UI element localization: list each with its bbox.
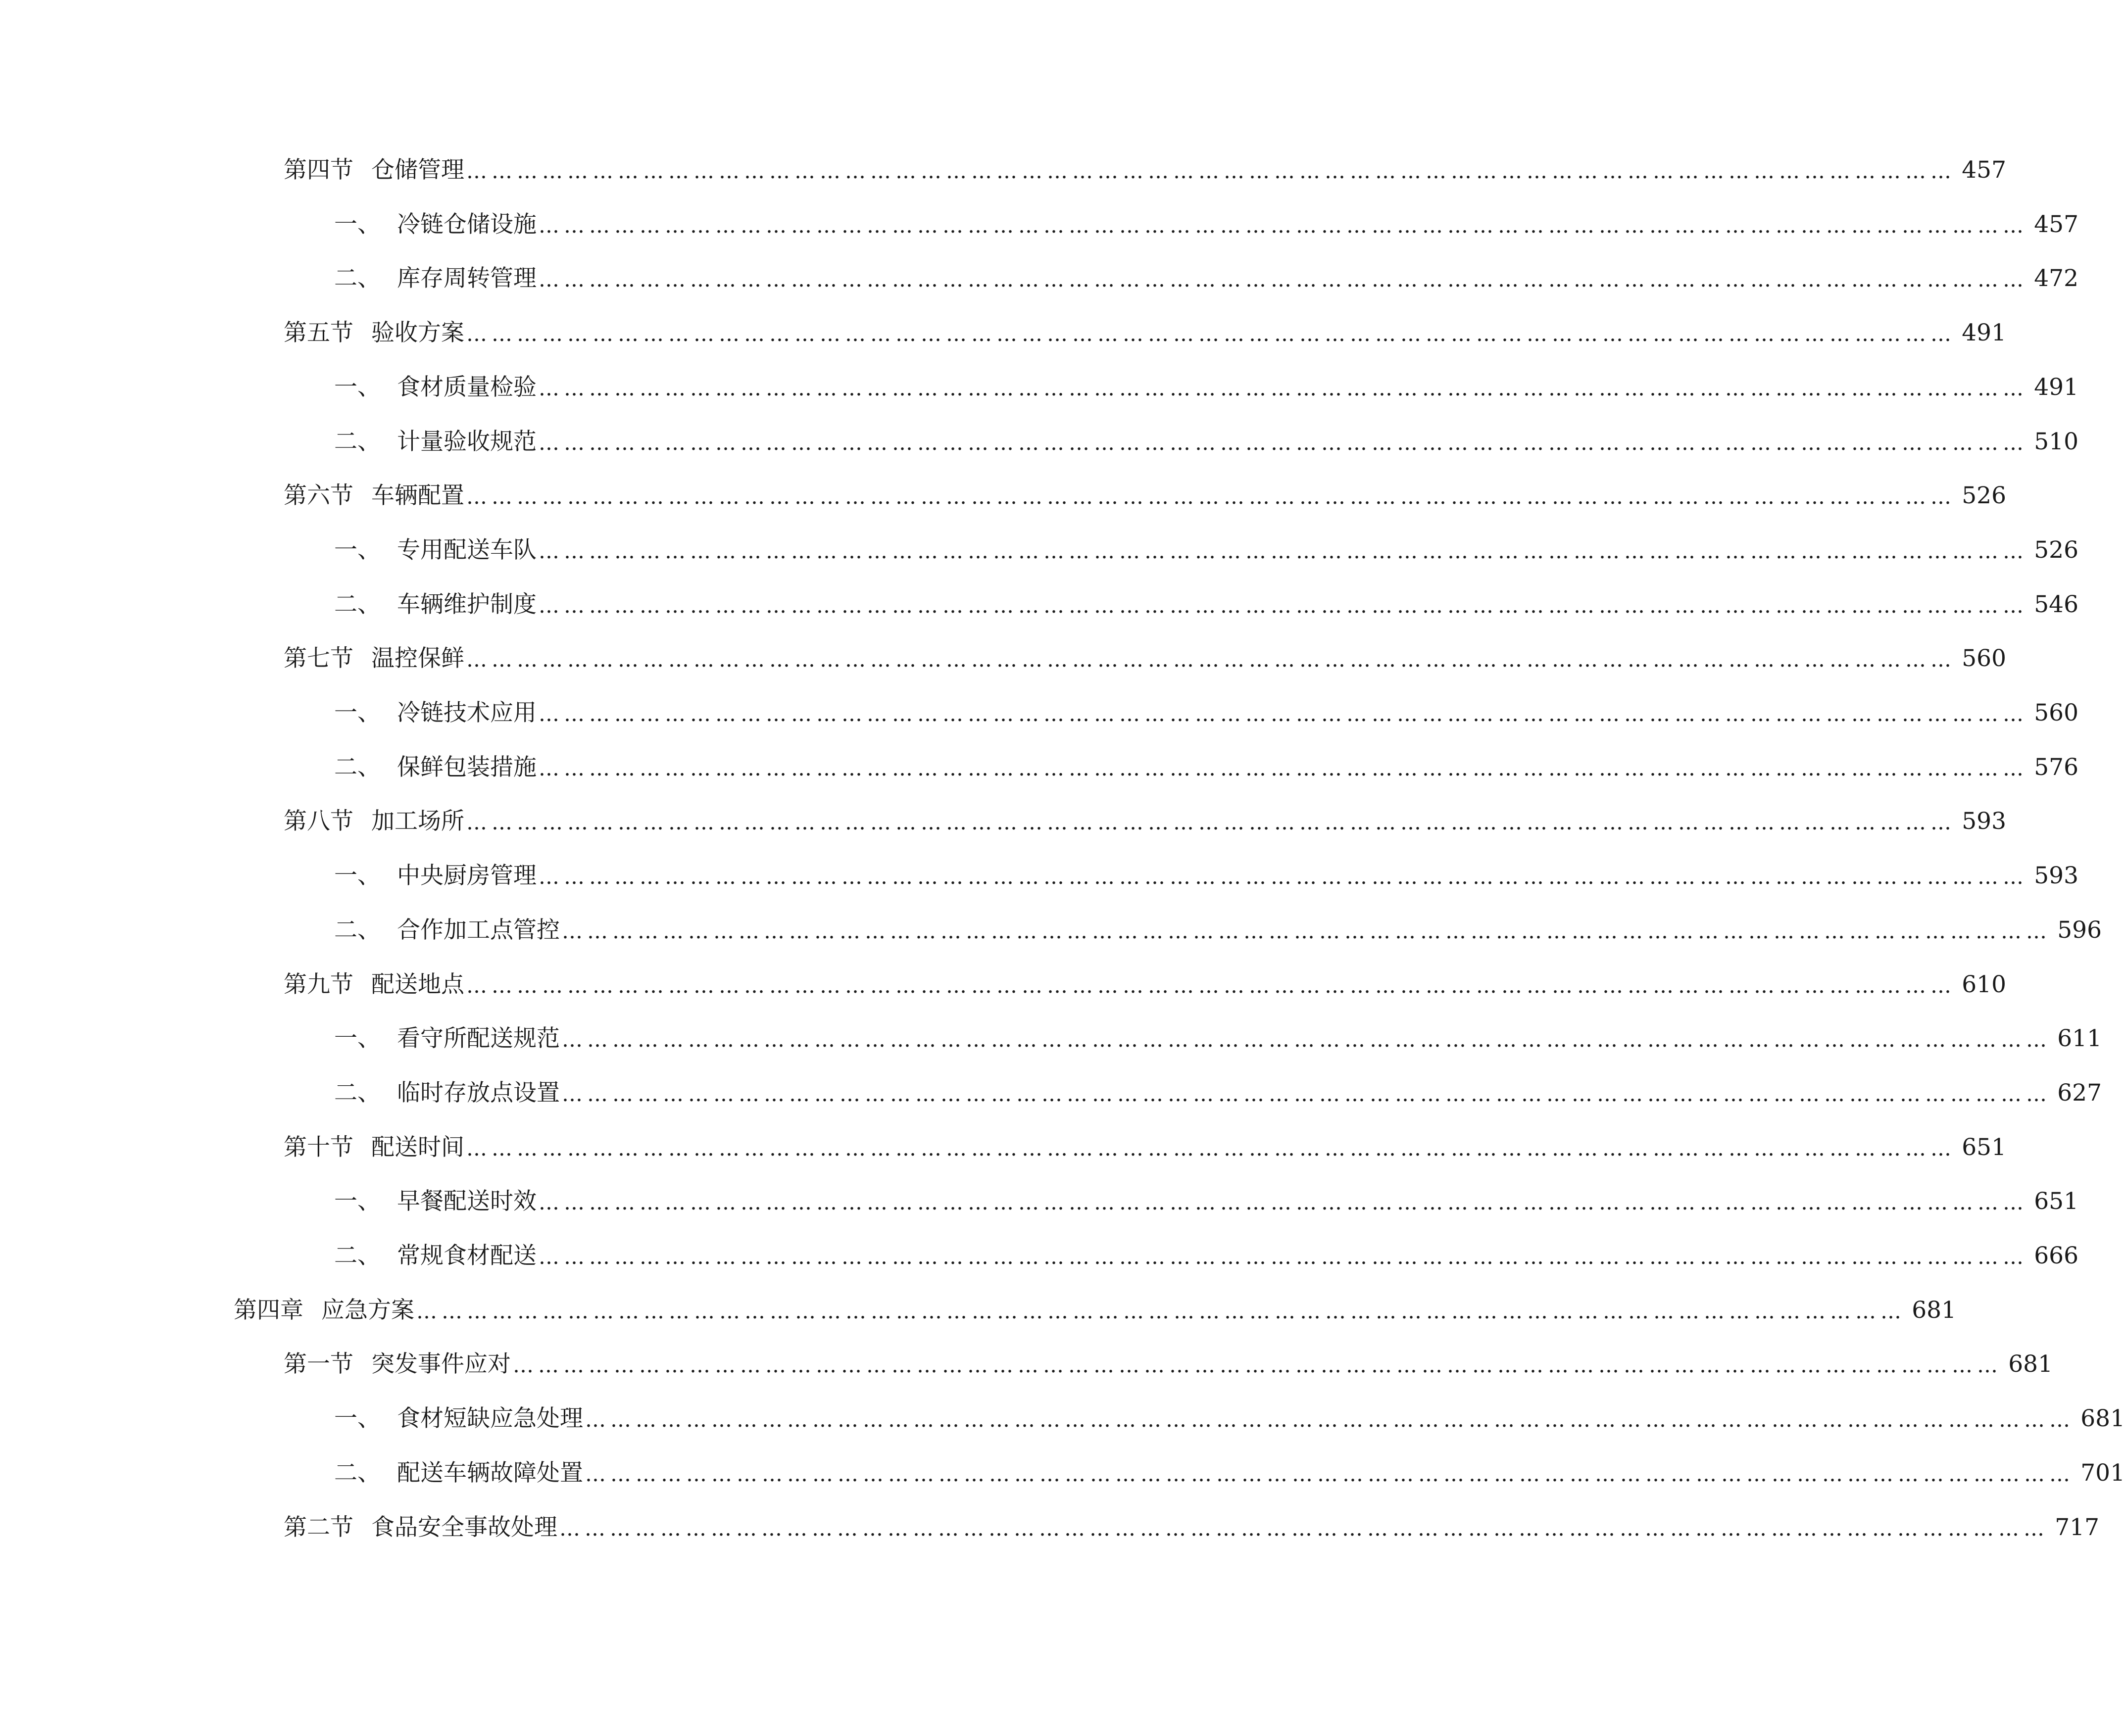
toc-entry-title: 应急方案 — [321, 1297, 414, 1324]
toc-entry-number: 第十节 — [284, 1134, 353, 1161]
toc-page-number: 457 — [2034, 211, 2078, 238]
toc-dot-leader: …………………………………………………………………………………………………………………………………………………………… — [466, 159, 1956, 183]
toc-entry[interactable] — [334, 421, 2078, 463]
toc-dot-leader: …………………………………………………………………………………………………………………………………………………………… — [539, 702, 2028, 726]
toc-page-number: 611 — [2057, 1025, 2102, 1052]
toc-entry-number: 一、 — [334, 536, 381, 564]
toc-page-number: 651 — [2034, 1188, 2078, 1215]
toc-entry-number: 二、 — [334, 1242, 381, 1269]
toc-dot-leader: …………………………………………………………………………………………………………………………………………………………… — [539, 431, 2028, 455]
toc-entry[interactable] — [334, 692, 2078, 734]
toc-page-number: 651 — [1962, 1134, 2006, 1161]
toc-entry-number: 一、 — [334, 1405, 381, 1432]
toc-entry-number: 一、 — [334, 1188, 381, 1215]
toc-page-number: 681 — [2080, 1405, 2125, 1432]
toc-page-number: 491 — [1962, 319, 2006, 346]
toc-entry-title: 仓储管理 — [371, 156, 464, 184]
toc-dot-leader: …………………………………………………………………………………………………………………………………………………………… — [466, 322, 1956, 346]
toc-entry[interactable] — [284, 149, 2006, 191]
toc-entry-title: 食材短缺应急处理 — [397, 1405, 583, 1432]
toc-entry[interactable] — [334, 747, 2078, 788]
toc-page-number: 681 — [2008, 1350, 2053, 1378]
toc-page-number: 593 — [1962, 808, 2006, 835]
toc-entry[interactable] — [284, 1127, 2006, 1168]
toc-dot-leader: …………………………………………………………………………………………………………………………………………………………… — [559, 1516, 2049, 1541]
toc-entry[interactable] — [334, 1181, 2078, 1222]
toc-entry-title: 临时存放点设置 — [397, 1079, 560, 1107]
toc-dot-leader: …………………………………………………………………………………………………………………………………………………………… — [539, 865, 2028, 889]
toc-page-number: 560 — [1962, 645, 2006, 672]
toc-dot-leader: …………………………………………………………………………………………………………………………………………………………… — [539, 1245, 2028, 1269]
toc-entry-number: 一、 — [334, 374, 381, 401]
toc-entry-title: 配送时间 — [371, 1134, 464, 1161]
toc-entry-number: 二、 — [334, 754, 381, 781]
toc-entry-number: 第六节 — [284, 482, 353, 509]
toc-entry-title: 突发事件应对 — [371, 1350, 511, 1378]
toc-page-number: 627 — [2057, 1079, 2102, 1107]
toc-page-number: 510 — [2034, 428, 2078, 455]
toc-entry[interactable] — [334, 584, 2078, 626]
toc-entry-title: 车辆维护制度 — [397, 591, 537, 618]
toc-page-number: 457 — [1962, 156, 2006, 184]
toc-entry-title: 温控保鲜 — [371, 645, 464, 672]
toc-entry-number: 第二节 — [284, 1514, 353, 1541]
toc-dot-leader: …………………………………………………………………………………………………………………………………………………………… — [539, 756, 2028, 780]
toc-dot-leader: …………………………………………………………………………………………………………………………………………………………… — [513, 1353, 2002, 1377]
toc-dot-leader: …………………………………………………………………………………………………………………………………………………………… — [539, 1190, 2028, 1214]
toc-entry-number: 二、 — [334, 265, 381, 292]
toc-dot-leader: …………………………………………………………………………………………………………………………………………………………… — [466, 810, 1956, 834]
toc-entry[interactable] — [334, 1235, 2078, 1277]
toc-entry-number: 二、 — [334, 591, 381, 618]
toc-page-number: 610 — [1962, 971, 2006, 998]
toc-dot-leader: …………………………………………………………………………………………………………………………………………………………… — [539, 539, 2028, 563]
toc-entry-title: 中央厨房管理 — [397, 862, 537, 889]
toc-entry[interactable] — [334, 1452, 2125, 1494]
toc-entry-title: 冷链技术应用 — [397, 699, 537, 726]
toc-dot-leader: …………………………………………………………………………………………………………………………………………………………… — [539, 593, 2028, 618]
toc-entry-title: 食材质量检验 — [397, 374, 537, 401]
toc-entry-title: 配送车辆故障处置 — [397, 1459, 583, 1487]
toc-entry[interactable] — [284, 964, 2006, 1006]
toc-page-number: 593 — [2034, 862, 2078, 889]
toc-entry[interactable] — [334, 855, 2078, 897]
toc-entry-title: 食品安全事故处理 — [371, 1514, 557, 1541]
toc-page-number: 472 — [2034, 265, 2078, 292]
toc-dot-leader: …………………………………………………………………………………………………………………………………………………………… — [466, 484, 1956, 509]
toc-entry[interactable] — [334, 1018, 2102, 1060]
toc-page-number: 546 — [2034, 591, 2078, 618]
toc-entry[interactable] — [334, 204, 2078, 245]
toc-page-number: 681 — [1912, 1297, 1956, 1324]
toc-entry[interactable] — [334, 1072, 2102, 1114]
toc-page-number: 526 — [1962, 482, 2006, 509]
toc-page-number: 717 — [2055, 1514, 2099, 1541]
toc-entry[interactable] — [334, 910, 2102, 951]
toc-entry-title: 常规食材配送 — [397, 1242, 537, 1269]
toc-dot-leader: …………………………………………………………………………………………………………………………………………………………… — [562, 919, 2051, 943]
toc-dot-leader: …………………………………………………………………………………………………………………………………………………………… — [539, 213, 2028, 238]
toc-entry[interactable] — [334, 1398, 2125, 1440]
toc-page-number: 701 — [2080, 1459, 2125, 1487]
toc-dot-leader: …………………………………………………………………………………………………………………………………………………………… — [416, 1299, 1906, 1323]
toc-page-number: 526 — [2034, 536, 2078, 564]
toc-entry[interactable] — [284, 1507, 2099, 1548]
toc-page-number: 576 — [2034, 754, 2078, 781]
toc-entry-number: 一、 — [334, 211, 381, 238]
toc-entry-number: 第四章 — [234, 1297, 303, 1324]
toc-entry-number: 第五节 — [284, 319, 353, 346]
toc-entry-number: 二、 — [334, 428, 381, 455]
toc-entry-number: 一、 — [334, 699, 381, 726]
toc-page-number: 666 — [2034, 1242, 2078, 1269]
toc-page-number: 560 — [2034, 699, 2078, 726]
toc-dot-leader: …………………………………………………………………………………………………………………………………………………………… — [539, 267, 2028, 291]
toc-entry-number: 第一节 — [284, 1350, 353, 1378]
toc-dot-leader: …………………………………………………………………………………………………………………………………………………………… — [562, 1082, 2051, 1106]
toc-entry-number: 第九节 — [284, 971, 353, 998]
toc-entry-title: 验收方案 — [371, 319, 464, 346]
toc-entry-title: 配送地点 — [371, 971, 464, 998]
toc-dot-leader: …………………………………………………………………………………………………………………………………………………………… — [539, 376, 2028, 400]
toc-page-number: 596 — [2057, 916, 2102, 944]
toc-entry-title: 库存周转管理 — [397, 265, 537, 292]
toc-dot-leader: …………………………………………………………………………………………………………………………………………………………… — [466, 1136, 1956, 1160]
toc-entry-number: 第八节 — [284, 808, 353, 835]
toc-page-number: 491 — [2034, 374, 2078, 401]
toc-entry-number: 第七节 — [284, 645, 353, 672]
toc-entry[interactable] — [284, 1344, 2053, 1385]
toc-entry[interactable] — [234, 1290, 1956, 1331]
toc-entry-number: 一、 — [334, 1025, 381, 1052]
toc-entry-number: 二、 — [334, 1459, 381, 1487]
toc-entry-number: 第四节 — [284, 156, 353, 184]
toc-dot-leader: …………………………………………………………………………………………………………………………………………………………… — [466, 647, 1956, 672]
toc-entry-title: 早餐配送时效 — [397, 1188, 537, 1215]
toc-entry[interactable] — [284, 801, 2006, 842]
toc-dot-leader: …………………………………………………………………………………………………………………………………………………………… — [585, 1407, 2075, 1432]
toc-entry-title: 加工场所 — [371, 808, 464, 835]
toc-entry-title: 冷链仓储设施 — [397, 211, 537, 238]
toc-entry-number: 二、 — [334, 1079, 381, 1107]
toc-entry-title: 计量验收规范 — [397, 428, 537, 455]
toc-entry[interactable] — [284, 312, 2006, 354]
toc-entry-title: 专用配送车队 — [397, 536, 537, 564]
toc-entry[interactable] — [334, 530, 2078, 571]
toc-dot-leader: …………………………………………………………………………………………………………………………………………………………… — [585, 1462, 2075, 1486]
toc-dot-leader: …………………………………………………………………………………………………………………………………………………………… — [466, 973, 1956, 998]
toc-dot-leader: …………………………………………………………………………………………………………………………………………………………… — [562, 1027, 2051, 1052]
toc-entry-number: 二、 — [334, 916, 381, 944]
toc-entry-title: 保鲜包装措施 — [397, 754, 537, 781]
toc-entry-title: 合作加工点管控 — [397, 916, 560, 944]
toc-entry-title: 看守所配送规范 — [397, 1025, 560, 1052]
toc-entry-title: 车辆配置 — [371, 482, 464, 509]
toc-entry-number: 一、 — [334, 862, 381, 889]
toc-entry[interactable] — [334, 258, 2078, 299]
toc-entry[interactable] — [334, 367, 2078, 408]
toc-entry[interactable] — [284, 475, 2006, 517]
toc-entry[interactable] — [284, 638, 2006, 679]
